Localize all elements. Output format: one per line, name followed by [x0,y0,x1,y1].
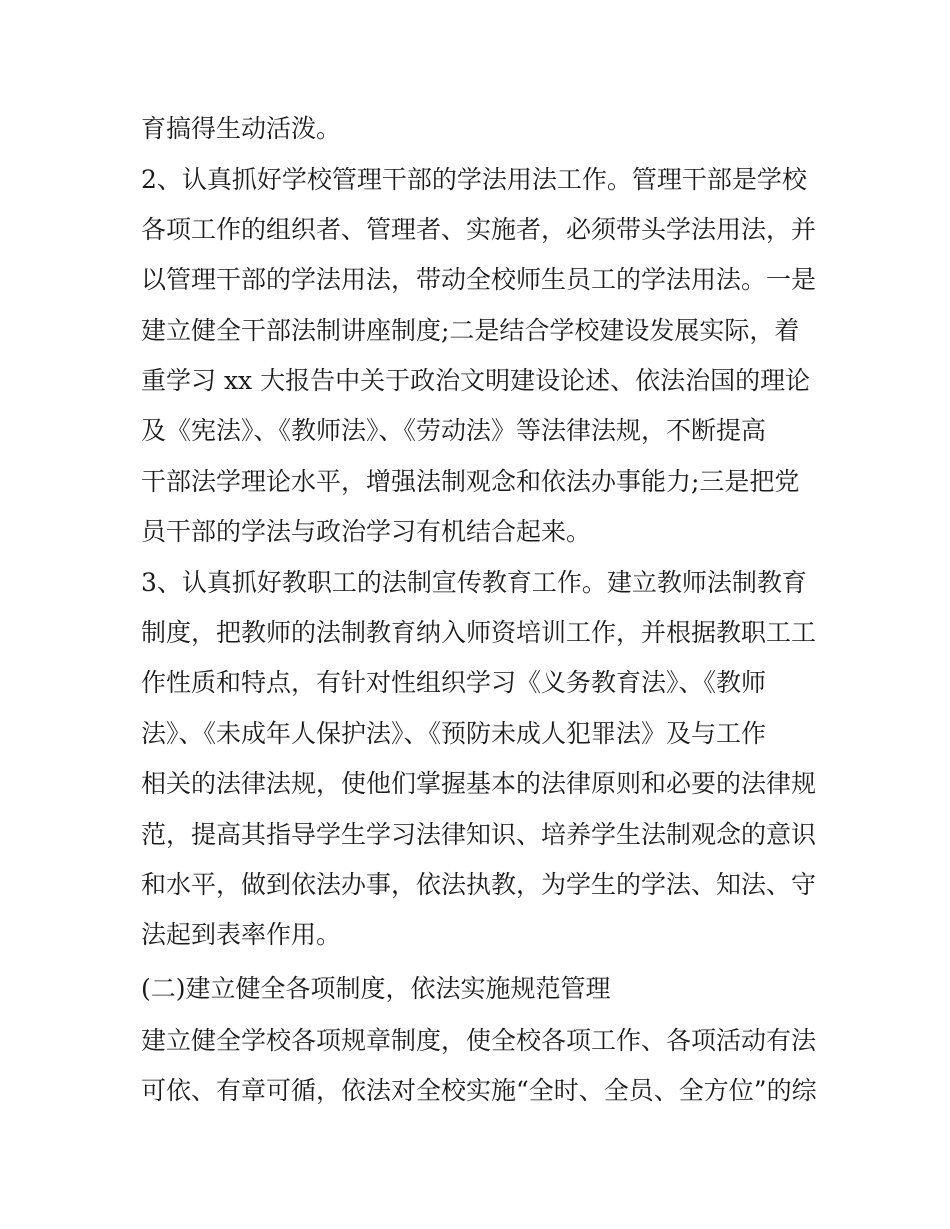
text-line: 相关的法律法规，使他们掌握基本的法律原则和必要的法律规 [141,769,817,798]
text-line: 法》、《未成年人保护法》、《预防未成人犯罪法》及与工作 [141,719,767,748]
text-line: 3、认真抓好教职工的法制宣传教育工作。建立教师法制教育 [141,568,807,597]
text-line: 以管理干部的学法用法，带动全校师生员工的学法用法。一是 [141,265,817,294]
text-line: 育搞得生动活泼。 [141,114,342,143]
text-line: 可依、有章可循，依法对全校实施“全时、全员、全方位”的综 [141,1076,817,1105]
text-line: 和水平，做到依法办事，依法执教，为学生的学法、知法、守 [141,870,817,899]
text-line: 重学习 xx 大报告中关于政治文明建设论述、依法治国的理论 [141,366,811,395]
text-line: 法起到表率作用。 [141,920,342,949]
text-line: 范，提高其指导学生学习法律知识、培养学生法制观念的意识 [141,820,817,849]
text-line: 制度，把教师的法制教育纳入师资培训工作，并根据教职工工 [141,618,817,647]
text-line: 建立健全干部法制讲座制度;二是结合学校建设发展实际，着 [141,316,800,345]
section-heading: (二)建立健全各项制度，依法实施规范管理 [141,974,611,1003]
text-line: 建立健全学校各项规章制度，使全校各项工作、各项活动有法 [141,1026,817,1055]
text-line: 2、认真抓好学校管理干部的学法用法工作。管理干部是学校 [141,165,807,194]
text-line: 各项工作的组织者、管理者、实施者，必须带头学法用法，并 [141,215,817,244]
text-line: 作性质和特点，有针对性组织学习《义务教育法》、《教师 [141,668,767,697]
text-line: 及《宪法》、《教师法》、《劳动法》等法律法规，不断提高 [141,416,767,445]
text-line: 员干部的学法与政治学习有机结合起来。 [141,517,592,546]
text-line: 干部法学理论水平，增强法制观念和依法办事能力;三是把党 [141,467,800,496]
